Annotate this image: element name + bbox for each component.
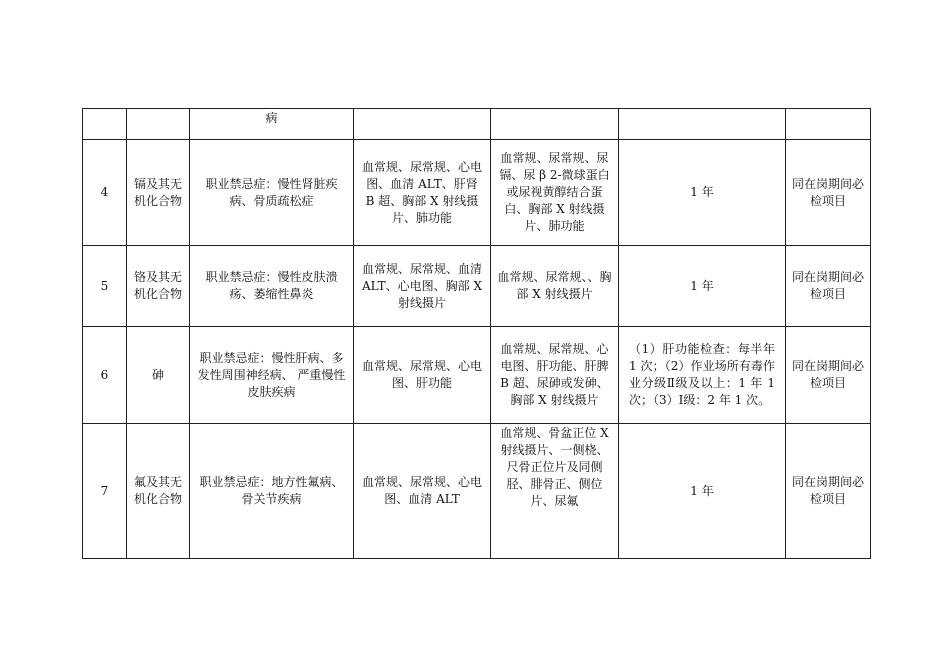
hazard-agent-cell: 氟及其无机化合物: [127, 424, 190, 559]
table-row: [83, 424, 871, 559]
exam-frequency-cell: 1 年: [619, 246, 786, 327]
table-row: [83, 246, 871, 327]
pre-employment-items-cell: 血常规、尿常规、血清 ALT、心电图、胸部 X 射线摄片: [354, 246, 491, 327]
hazard-agent-cell: 砷: [127, 327, 190, 424]
exam-frequency-cell: [619, 109, 786, 140]
row-number-cell: 4: [83, 140, 127, 246]
hazard-agent-cell: 镉及其无机化合物: [127, 140, 190, 246]
pre-employment-items-cell: [354, 109, 491, 140]
table-row: [83, 109, 871, 140]
table-row: [83, 327, 871, 424]
contraindication-cell: 病: [190, 109, 354, 140]
table-row: [83, 140, 871, 246]
leaving-post-items-cell: 同在岗期间必检项目: [786, 327, 871, 424]
contraindication-cell: 职业禁忌症：慢性皮肤溃疡、萎缩性鼻炎: [190, 246, 354, 327]
on-duty-items-cell: 血常规、尿常规、心电图、肝功能、肝脾 B 超、尿砷或发砷、胸部 X 射线摄片: [491, 327, 619, 424]
exam-frequency-cell: 1 年: [619, 424, 786, 559]
exam-frequency-cell: （1）肝功能检查：每半年 1 次；（2）作业场所有毒作业分级Ⅱ级及以上：1 年 1 次；（3）Ⅰ级：2 年 1 次。: [619, 327, 786, 424]
leaving-post-items-cell: [786, 109, 871, 140]
hazard-agent-cell: [127, 109, 190, 140]
on-duty-items-cell: 血常规、骨盆正位 X 射线摄片、一侧桡、尺骨正位片及同侧胫、腓骨正、侧位片、尿氟: [491, 424, 619, 559]
on-duty-items-cell: 血常规、尿常规、、胸部 X 射线摄片: [491, 246, 619, 327]
contraindication-cell: 职业禁忌症：地方性氟病、骨关节疾病: [190, 424, 354, 559]
leaving-post-items-cell: 同在岗期间必检项目: [786, 246, 871, 327]
exam-frequency-cell: 1 年: [619, 140, 786, 246]
on-duty-items-cell: 血常规、尿常规、尿镉、尿 β 2-微球蛋白或尿视黄醇结合蛋白、胸部 X 射线摄片、肺功能: [491, 140, 619, 246]
on-duty-items-cell: [491, 109, 619, 140]
hazard-agent-cell: 铬及其无机化合物: [127, 246, 190, 327]
contraindication-cell: 职业禁忌症：慢性肝病、多发性周围神经病、 严重慢性皮肤疾病: [190, 327, 354, 424]
pre-employment-items-cell: 血常规、尿常规、心电图、血清 ALT、肝肾 B 超、胸部 X 射线摄片、肺功能: [354, 140, 491, 246]
row-number-cell: 7: [83, 424, 127, 559]
leaving-post-items-cell: 同在岗期间必检项目: [786, 424, 871, 559]
pre-employment-items-cell: 血常规、尿常规、心电图、血清 ALT: [354, 424, 491, 559]
row-number-cell: 5: [83, 246, 127, 327]
contraindication-cell: 职业禁忌症：慢性肾脏疾病、骨质疏松症: [190, 140, 354, 246]
occupational-health-exam-table: [82, 108, 871, 559]
pre-employment-items-cell: 血常规、尿常规、心电图、肝功能: [354, 327, 491, 424]
row-number-cell: 6: [83, 327, 127, 424]
row-number-cell: [83, 109, 127, 140]
leaving-post-items-cell: 同在岗期间必检项目: [786, 140, 871, 246]
